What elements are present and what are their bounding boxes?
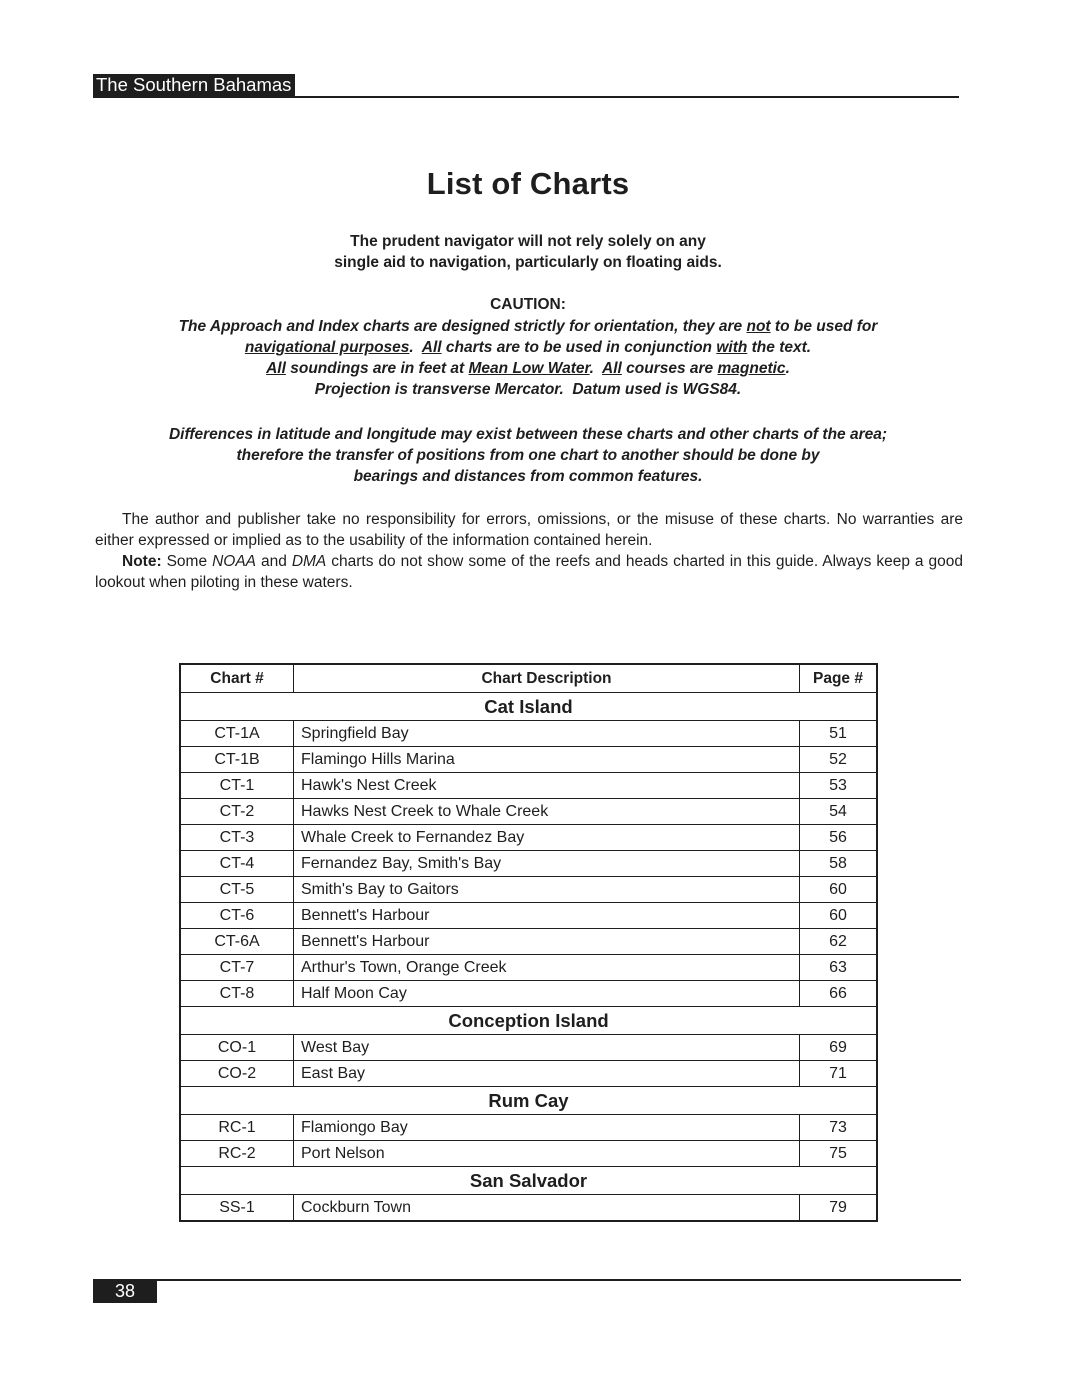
chart-description-cell: Hawk's Nest Creek <box>294 773 800 799</box>
disclaimer-block <box>95 509 963 593</box>
page-number-cell: 69 <box>800 1035 878 1061</box>
table-row <box>180 747 877 773</box>
chart-number-cell: RC-1 <box>180 1115 294 1141</box>
chart-number-cell: CT-7 <box>180 955 294 981</box>
chart-description-cell: Cockburn Town <box>294 1195 800 1222</box>
table-row <box>180 851 877 877</box>
caution-text: . <box>589 360 603 377</box>
running-head-label: The Southern Bahamas <box>93 74 295 96</box>
chart-description-cell: Arthur's Town, Orange Creek <box>294 955 800 981</box>
caution-text: . <box>409 339 422 356</box>
chart-number-cell: CT-1A <box>180 721 294 747</box>
differences-line-1: Differences in latitude and longitude may exist between these charts and other charts of the area; <box>168 426 888 443</box>
page-number-cell: 54 <box>800 799 878 825</box>
caution-text: the text. <box>747 339 812 356</box>
caution-emphasis: All <box>602 360 622 377</box>
running-head <box>93 74 959 98</box>
chart-description-cell: West Bay <box>294 1035 800 1061</box>
table-section-row <box>180 1087 877 1115</box>
note-text: charts do not show some of the reefs and heads charted in this guide. Always keep a good lookout when piloting in these waters. <box>95 553 963 591</box>
table-row <box>180 721 877 747</box>
table-row <box>180 929 877 955</box>
footer-rule <box>93 1279 961 1281</box>
page-number-cell: 60 <box>800 877 878 903</box>
note-text: and <box>256 553 292 570</box>
table-row <box>180 1195 877 1222</box>
chart-number-cell: SS-1 <box>180 1195 294 1222</box>
page-number-cell: 66 <box>800 981 878 1007</box>
chart-description-cell: Fernandez Bay, Smith's Bay <box>294 851 800 877</box>
table-row <box>180 903 877 929</box>
header-chart-number: Chart # <box>180 664 294 693</box>
page-number: 38 <box>93 1279 157 1303</box>
caution-text: . <box>785 360 790 377</box>
header-chart-description: Chart Description <box>294 664 800 693</box>
chart-number-cell: CT-8 <box>180 981 294 1007</box>
table-row <box>180 955 877 981</box>
chart-number-cell: CT-2 <box>180 799 294 825</box>
note-paragraph <box>95 551 963 593</box>
chart-number-cell: CO-2 <box>180 1061 294 1087</box>
page-number-cell: 53 <box>800 773 878 799</box>
chart-description-cell: Flamingo Hills Marina <box>294 747 800 773</box>
page-footer <box>93 1279 961 1303</box>
chart-description-cell: Smith's Bay to Gaitors <box>294 877 800 903</box>
section-title: Conception Island <box>180 1007 877 1035</box>
chart-number-cell: CT-6A <box>180 929 294 955</box>
caution-emphasis: navigational purposes <box>244 339 410 356</box>
table-header-row <box>180 664 877 693</box>
caution-text: soundings are in feet at <box>285 360 469 377</box>
chart-description-cell: East Bay <box>294 1061 800 1087</box>
caution-line-4: Projection is transverse Mercator. Datum used is WGS84. <box>314 381 742 398</box>
chart-number-cell: CT-1B <box>180 747 294 773</box>
caution-body <box>80 316 976 400</box>
chart-description-cell: Whale Creek to Fernandez Bay <box>294 825 800 851</box>
chart-list-table <box>179 663 878 1222</box>
caution-text: charts are to be used in conjunction <box>441 339 717 356</box>
section-title: Rum Cay <box>180 1087 877 1115</box>
table-row <box>180 773 877 799</box>
table-row <box>180 877 877 903</box>
table-section-row <box>180 693 877 721</box>
chart-number-cell: CT-6 <box>180 903 294 929</box>
note-noaa: NOAA <box>212 553 256 570</box>
note-label: Note: <box>122 553 162 570</box>
caution-text: courses are <box>621 360 718 377</box>
differences-line-3: bearings and distances from common features. <box>353 468 703 485</box>
chart-number-cell: CO-1 <box>180 1035 294 1061</box>
note-text: Some <box>161 553 213 570</box>
chart-description-cell: Bennett's Harbour <box>294 929 800 955</box>
disclaimer-paragraph <box>95 509 963 551</box>
note-dma: DMA <box>291 553 327 570</box>
prudent-line-1: The prudent navigator will not rely solely on any <box>350 233 706 250</box>
section-title: San Salvador <box>180 1167 877 1195</box>
caution-line-3 <box>80 358 976 379</box>
table-row <box>180 825 877 851</box>
page-number-cell: 58 <box>800 851 878 877</box>
prudent-navigator-notice <box>80 231 976 273</box>
table-body <box>180 693 877 1222</box>
page-number-cell: 52 <box>800 747 878 773</box>
page-number-cell: 75 <box>800 1141 878 1167</box>
table-row <box>180 1061 877 1087</box>
table-row <box>180 799 877 825</box>
chart-number-cell: CT-5 <box>180 877 294 903</box>
chart-number-cell: CT-4 <box>180 851 294 877</box>
caution-line-2 <box>80 337 976 358</box>
prudent-line-2: single aid to navigation, particularly on floating aids. <box>334 254 722 271</box>
chart-description-cell: Flamiongo Bay <box>294 1115 800 1141</box>
caution-emphasis: magnetic <box>717 360 786 377</box>
table-section-row <box>180 1167 877 1195</box>
chart-description-cell: Port Nelson <box>294 1141 800 1167</box>
page-number-cell: 73 <box>800 1115 878 1141</box>
chart-description-cell: Springfield Bay <box>294 721 800 747</box>
chart-number-cell: CT-1 <box>180 773 294 799</box>
caution-label: CAUTION: <box>490 296 566 313</box>
page-number-cell: 79 <box>800 1195 878 1222</box>
caution-emphasis: All <box>266 360 286 377</box>
chart-description-cell: Hawks Nest Creek to Whale Creek <box>294 799 800 825</box>
caution-emphasis: not <box>746 318 771 335</box>
chart-number-cell: RC-2 <box>180 1141 294 1167</box>
caution-emphasis: All <box>421 339 442 356</box>
page-number-cell: 60 <box>800 903 878 929</box>
page-title: List of Charts <box>426 166 630 201</box>
table-row <box>180 1035 877 1061</box>
disclaimer-text: The author and publisher take no responsibility for errors, omissions, or the misuse of these charts. No warranties are either expressed or implied as to the usability of the information contained herein. <box>95 511 963 549</box>
section-title: Cat Island <box>180 693 877 721</box>
table-row <box>180 1141 877 1167</box>
caution-line-1 <box>80 316 976 337</box>
chart-description-cell: Bennett's Harbour <box>294 903 800 929</box>
chart-description-cell: Half Moon Cay <box>294 981 800 1007</box>
caution-emphasis: with <box>716 339 748 356</box>
caution-text: The Approach and Index charts are designed strictly for orientation, they are <box>178 318 747 335</box>
differences-line-2: therefore the transfer of positions from one chart to another should be done by <box>236 447 820 464</box>
table-section-row <box>180 1007 877 1035</box>
table-row <box>180 981 877 1007</box>
page-number-cell: 62 <box>800 929 878 955</box>
chart-number-cell: CT-3 <box>180 825 294 851</box>
header-page-number: Page # <box>800 664 878 693</box>
page-number-cell: 51 <box>800 721 878 747</box>
page-number-cell: 71 <box>800 1061 878 1087</box>
page-number-cell: 56 <box>800 825 878 851</box>
caution-text: to be used for <box>770 318 878 335</box>
page-number-cell: 63 <box>800 955 878 981</box>
table-row <box>180 1115 877 1141</box>
differences-notice <box>80 424 976 487</box>
caution-emphasis: Mean Low Water <box>468 360 590 377</box>
